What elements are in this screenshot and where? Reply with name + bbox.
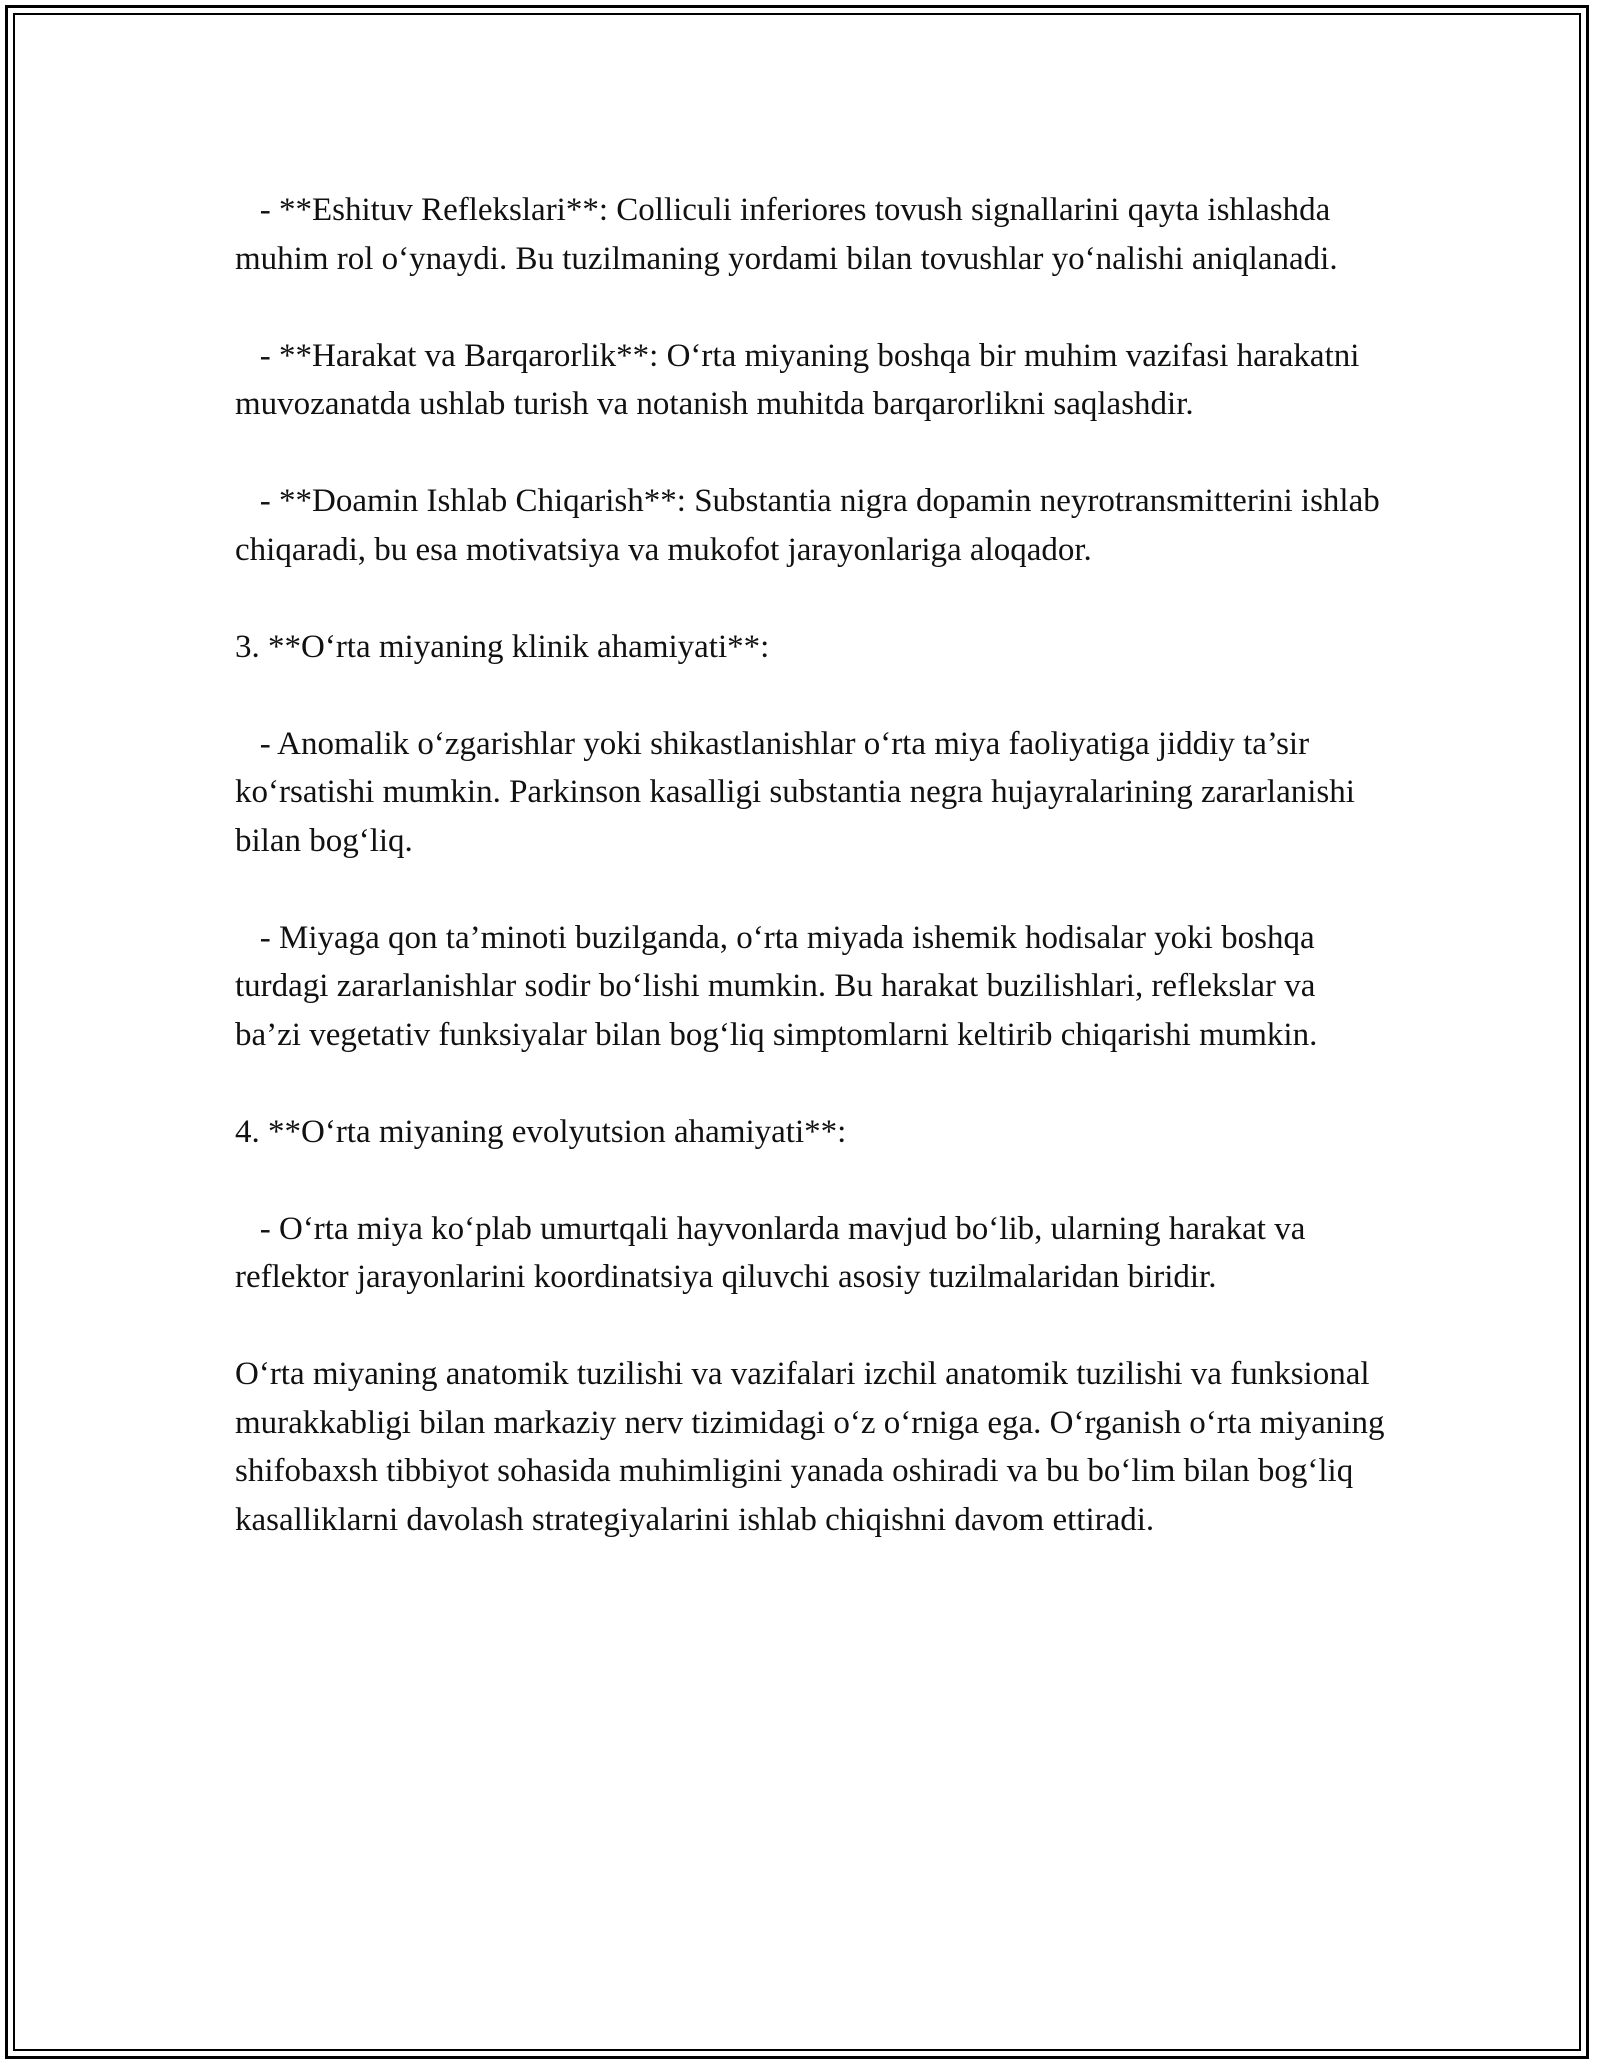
paragraph-conclusion: O‘rta miyaning anatomik tuzilishi va vazifalari izchil anatomik tuzilishi va funksional murakkabligi bilan markaziy nerv tizimidagi o‘z o‘rniga ega. O‘rganish o‘rta miyaning shifobaxsh tibbiyot sohasida muhimligini yanada oshiradi va bu bo‘lim bilan bog‘liq kasalliklarni davolash strategiyalarini ishlab chiqishni davom ettiradi. [235, 1356, 1393, 1538]
paragraph-dopamine-production: - **Doamin Ishlab Chiqarish**: Substantia nigra dopamin neyrotransmitterini ishlab chiqaradi, bu esa motivatsiya va mukofot jarayonlariga aloqador. [235, 483, 1388, 568]
heading-evolutionary-significance: 4. **O‘rta miyaning evolyutsion ahamiyati**: [235, 1113, 847, 1150]
document-body [235, 186, 1393, 1593]
heading-clinical-significance: 3. **O‘rta miyaning klinik ahamiyati**: [235, 628, 770, 665]
paragraph-anomalies: - Anomalik o‘zgarishlar yoki shikastlanishlar o‘rta miya faoliyatiga jiddiy ta’sir ko‘rsatishi mumkin. Parkinson kasalligi substantia negra hujayralarining zararlanishi bilan bog‘liq. [235, 725, 1364, 859]
paragraph-auditory-reflexes: - **Eshituv Reflekslari**: Colliculi inferiores tovush signallarini qayta ishlashda muhim rol o‘ynaydi. Bu tuzilmaning yordami bilan tovushlar yo‘nalishi aniqlanadi. [235, 192, 1339, 277]
paragraph-movement-stability: - **Harakat va Barqarorlik**: O‘rta miyaning boshqa bir muhim vazifasi harakatni muvozanatda ushlab turish va notanish muhitda barqarorlikni saqlashdir. [235, 337, 1368, 422]
paragraph-blood-supply: - Miyaga qon ta’minoti buzilganda, o‘rta miyada ishemik hodisalar yoki boshqa turdagi zararlanishlar sodir bo‘lishi mumkin. Bu harakat buzilishlari, reflekslar va ba’zi vegetativ funksiyalar bilan bog‘liq simptomlarni keltirib chiqarishi mumkin. [235, 919, 1324, 1053]
paragraph-vertebrates: - O‘rta miya ko‘plab umurtqali hayvonlarda mavjud bo‘lib, ularning harakat va reflektor jarayonlarini koordinatsiya qiluvchi asosiy tuzilmalaridan biridir. [235, 1210, 1314, 1295]
